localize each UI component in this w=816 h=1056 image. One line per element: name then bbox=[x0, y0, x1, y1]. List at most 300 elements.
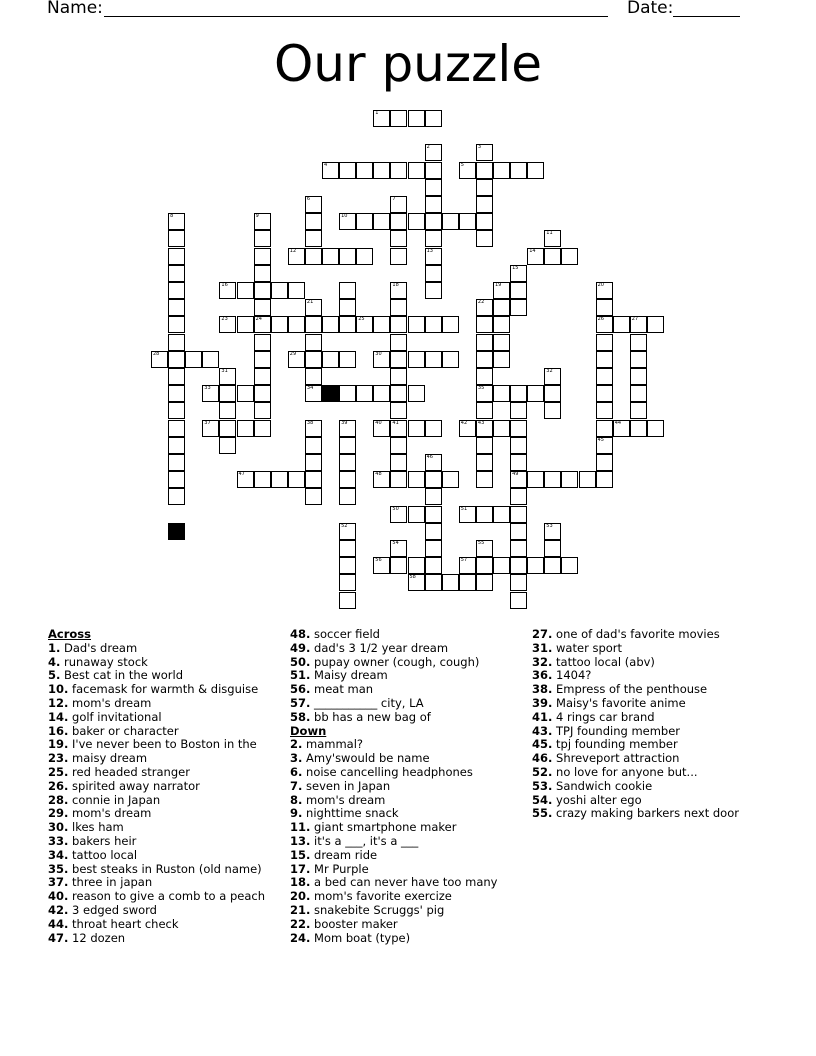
crossword-cell[interactable] bbox=[425, 110, 442, 127]
crossword-cell[interactable] bbox=[425, 196, 442, 213]
crossword-cell[interactable] bbox=[390, 110, 407, 127]
crossword-cell[interactable] bbox=[390, 420, 407, 437]
crossword-cell[interactable] bbox=[630, 316, 647, 333]
crossword-cell[interactable] bbox=[630, 368, 647, 385]
crossword-cell[interactable] bbox=[390, 471, 407, 488]
crossword-cell[interactable] bbox=[425, 471, 442, 488]
clue-number: 49 bbox=[512, 471, 519, 478]
crossword-cell[interactable] bbox=[202, 420, 219, 437]
crossword-cell[interactable] bbox=[168, 437, 185, 454]
crossword-cell[interactable] bbox=[237, 316, 254, 333]
crossword-cell[interactable] bbox=[288, 471, 305, 488]
crossword-cell[interactable] bbox=[390, 213, 407, 230]
crossword-cell[interactable] bbox=[254, 334, 271, 351]
crossword-cell[interactable] bbox=[168, 282, 185, 299]
crossword-cell[interactable] bbox=[425, 248, 442, 265]
crossword-cell[interactable] bbox=[322, 351, 339, 368]
across-clue bbox=[48, 807, 265, 821]
crossword-cell[interactable] bbox=[168, 265, 185, 282]
crossword-cell[interactable] bbox=[510, 162, 527, 179]
crossword-cell[interactable] bbox=[476, 144, 493, 161]
crossword-cell[interactable] bbox=[219, 402, 236, 419]
crossword-cell[interactable] bbox=[596, 282, 613, 299]
crossword-cell[interactable] bbox=[339, 454, 356, 471]
crossword-cell[interactable] bbox=[254, 385, 271, 402]
crossword-cell[interactable] bbox=[185, 351, 202, 368]
crossword-cell[interactable] bbox=[254, 282, 271, 299]
crossword-cell[interactable] bbox=[544, 385, 561, 402]
clue-number: 24 bbox=[255, 316, 262, 323]
crossword-cell[interactable] bbox=[493, 420, 510, 437]
clue-text: no love for anyone but... bbox=[556, 764, 698, 779]
crossword-cell[interactable] bbox=[356, 213, 373, 230]
crossword-cell[interactable] bbox=[596, 471, 613, 488]
across-clue bbox=[48, 932, 265, 946]
crossword-cell[interactable] bbox=[339, 488, 356, 505]
clue-number: 34 bbox=[306, 385, 314, 392]
crossword-cell[interactable] bbox=[339, 420, 356, 437]
crossword-cell[interactable] bbox=[168, 471, 185, 488]
crossword-cell[interactable] bbox=[476, 351, 493, 368]
crossword-cell[interactable] bbox=[288, 248, 305, 265]
clue-text: nighttime snack bbox=[306, 806, 399, 821]
down-clue bbox=[532, 807, 739, 821]
crossword-cell[interactable] bbox=[527, 248, 544, 265]
crossword-cell[interactable] bbox=[493, 351, 510, 368]
crossword-cell[interactable] bbox=[527, 471, 544, 488]
crossword-cell[interactable] bbox=[510, 506, 527, 523]
crossword-cell[interactable] bbox=[544, 540, 561, 557]
crossword-cell[interactable] bbox=[168, 385, 185, 402]
crossword-cell[interactable] bbox=[630, 351, 647, 368]
crossword-cell[interactable] bbox=[305, 299, 322, 316]
crossword-cell[interactable] bbox=[254, 471, 271, 488]
crossword-cell[interactable] bbox=[596, 351, 613, 368]
crossword-cell[interactable] bbox=[254, 351, 271, 368]
crossword-cell[interactable] bbox=[493, 162, 510, 179]
crossword-cell[interactable] bbox=[339, 592, 356, 609]
crossword-cell[interactable] bbox=[476, 299, 493, 316]
crossword-cell[interactable] bbox=[476, 471, 493, 488]
crossword-cell[interactable] bbox=[442, 213, 459, 230]
crossword-cell[interactable] bbox=[339, 351, 356, 368]
crossword-cell[interactable] bbox=[339, 437, 356, 454]
crossword-cell[interactable] bbox=[630, 402, 647, 419]
crossword-cell[interactable] bbox=[390, 506, 407, 523]
clue-num: 41. bbox=[532, 709, 553, 724]
crossword-cell[interactable] bbox=[356, 248, 373, 265]
crossword-cell[interactable] bbox=[476, 402, 493, 419]
crossword-cell[interactable] bbox=[459, 574, 476, 591]
crossword-cell[interactable] bbox=[459, 420, 476, 437]
clue-text: noise cancelling headphones bbox=[306, 764, 473, 779]
across-clue bbox=[48, 683, 265, 697]
crossword-cell[interactable] bbox=[425, 506, 442, 523]
crossword-cell[interactable] bbox=[459, 506, 476, 523]
clue-number: 10 bbox=[341, 213, 348, 220]
crossword-cell[interactable] bbox=[254, 299, 271, 316]
crossword-cell[interactable] bbox=[339, 557, 356, 574]
crossword-cell[interactable] bbox=[425, 454, 442, 471]
crossword-cell[interactable] bbox=[168, 402, 185, 419]
crossword-cell[interactable] bbox=[561, 471, 578, 488]
crossword-cell[interactable] bbox=[476, 454, 493, 471]
crossword-cell[interactable] bbox=[168, 351, 185, 368]
crossword-cell[interactable] bbox=[613, 420, 630, 437]
crossword-cell[interactable] bbox=[596, 420, 613, 437]
crossword-cell[interactable] bbox=[168, 316, 185, 333]
crossword-cell[interactable] bbox=[596, 454, 613, 471]
crossword-cell[interactable] bbox=[510, 437, 527, 454]
crossword-cell[interactable] bbox=[390, 248, 407, 265]
crossword-cell[interactable] bbox=[339, 299, 356, 316]
crossword-cell[interactable] bbox=[339, 162, 356, 179]
crossword-cell[interactable] bbox=[493, 334, 510, 351]
crossword-cell[interactable] bbox=[339, 385, 356, 402]
crossword-cell[interactable] bbox=[305, 196, 322, 213]
clue-number: 6 bbox=[306, 196, 311, 202]
crossword-cell[interactable] bbox=[219, 282, 236, 299]
crossword-cell[interactable] bbox=[493, 557, 510, 574]
crossword-cell[interactable] bbox=[339, 574, 356, 591]
clue-number: 14 bbox=[529, 247, 536, 254]
crossword-cell[interactable] bbox=[425, 230, 442, 247]
crossword-cell[interactable] bbox=[254, 402, 271, 419]
crossword-cell[interactable] bbox=[271, 471, 288, 488]
crossword-cell[interactable] bbox=[339, 316, 356, 333]
down-clue bbox=[290, 863, 497, 877]
crossword-cell[interactable] bbox=[288, 351, 305, 368]
crossword-cell[interactable] bbox=[408, 420, 425, 437]
crossword-cell[interactable] bbox=[356, 316, 373, 333]
crossword-cell[interactable] bbox=[408, 162, 425, 179]
crossword-cell[interactable] bbox=[647, 420, 664, 437]
crossword-cell[interactable] bbox=[476, 162, 493, 179]
crossword-cell[interactable] bbox=[305, 230, 322, 247]
crossword-cell[interactable] bbox=[305, 368, 322, 385]
crossword-cell[interactable] bbox=[476, 540, 493, 557]
crossword-cell[interactable] bbox=[271, 316, 288, 333]
crossword-cell[interactable] bbox=[339, 540, 356, 557]
crossword-cell[interactable] bbox=[339, 213, 356, 230]
crossword-cell[interactable] bbox=[493, 506, 510, 523]
crossword-cell[interactable] bbox=[510, 523, 527, 540]
crossword-cell[interactable] bbox=[510, 454, 527, 471]
crossword-cell[interactable] bbox=[237, 471, 254, 488]
down-clue bbox=[290, 738, 497, 752]
crossword-cell[interactable] bbox=[356, 385, 373, 402]
across-clue bbox=[48, 725, 265, 739]
crossword-cell[interactable] bbox=[596, 299, 613, 316]
crossword-cell[interactable] bbox=[596, 402, 613, 419]
crossword-cell[interactable] bbox=[390, 540, 407, 557]
crossword-cell[interactable] bbox=[168, 334, 185, 351]
crossword-cell[interactable] bbox=[476, 230, 493, 247]
crossword-cell[interactable] bbox=[168, 368, 185, 385]
crossword-cell[interactable] bbox=[596, 316, 613, 333]
crossword-cell[interactable] bbox=[596, 368, 613, 385]
crossword-cell[interactable] bbox=[305, 420, 322, 437]
crossword-cell[interactable] bbox=[408, 506, 425, 523]
crossword-cell[interactable] bbox=[425, 213, 442, 230]
crossword-cell[interactable] bbox=[305, 334, 322, 351]
crossword-cell[interactable] bbox=[305, 437, 322, 454]
crossword-cell[interactable] bbox=[322, 162, 339, 179]
crossword-cell[interactable] bbox=[168, 299, 185, 316]
crossword-cell[interactable] bbox=[579, 471, 596, 488]
crossword-cell[interactable] bbox=[373, 471, 390, 488]
crossword-cell[interactable] bbox=[425, 540, 442, 557]
clue-text: tattoo local (abv) bbox=[556, 654, 655, 669]
clue-number: 18 bbox=[392, 282, 399, 288]
crossword-cell[interactable] bbox=[168, 248, 185, 265]
clue-text: throat heart check bbox=[72, 916, 179, 931]
crossword-cell[interactable] bbox=[305, 351, 322, 368]
crossword-cell[interactable] bbox=[305, 213, 322, 230]
down-clue bbox=[290, 918, 497, 932]
clue-number: 57 bbox=[460, 557, 468, 564]
crossword-cell[interactable] bbox=[544, 402, 561, 419]
crossword-cell[interactable] bbox=[510, 488, 527, 505]
crossword-cell[interactable] bbox=[408, 574, 425, 591]
crossword-cell[interactable] bbox=[476, 368, 493, 385]
crossword-cell[interactable] bbox=[408, 385, 425, 402]
crossword-cell[interactable] bbox=[288, 282, 305, 299]
crossword-cell[interactable] bbox=[219, 385, 236, 402]
crossword-cell[interactable] bbox=[476, 385, 493, 402]
crossword-cell[interactable] bbox=[613, 316, 630, 333]
crossword-cell[interactable] bbox=[425, 420, 442, 437]
crossword-cell[interactable] bbox=[510, 471, 527, 488]
crossword-cell[interactable] bbox=[305, 488, 322, 505]
crossword-cell[interactable] bbox=[373, 351, 390, 368]
crossword-cell[interactable] bbox=[476, 506, 493, 523]
crossword-cell[interactable] bbox=[408, 213, 425, 230]
crossword-cell[interactable] bbox=[442, 471, 459, 488]
crossword-cell[interactable] bbox=[510, 574, 527, 591]
across-clue bbox=[48, 918, 265, 932]
crossword-cell[interactable] bbox=[237, 282, 254, 299]
crossword-cell[interactable] bbox=[630, 420, 647, 437]
crossword-cell[interactable] bbox=[305, 471, 322, 488]
crossword-cell[interactable] bbox=[254, 265, 271, 282]
clue-number: 46 bbox=[426, 454, 433, 460]
crossword-cell[interactable] bbox=[151, 351, 168, 368]
crossword-cell[interactable] bbox=[442, 574, 459, 591]
crossword-cell[interactable] bbox=[390, 557, 407, 574]
crossword-cell[interactable] bbox=[408, 557, 425, 574]
crossword-cell[interactable] bbox=[425, 488, 442, 505]
crossword-cell[interactable] bbox=[425, 144, 442, 161]
crossword-cell[interactable] bbox=[373, 316, 390, 333]
crossword-cell[interactable] bbox=[476, 334, 493, 351]
crossword-cell[interactable] bbox=[168, 454, 185, 471]
crossword-cell[interactable] bbox=[493, 385, 510, 402]
crossword-cell[interactable] bbox=[356, 162, 373, 179]
crossword-cell[interactable] bbox=[425, 265, 442, 282]
crossword-cell[interactable] bbox=[459, 162, 476, 179]
crossword-cell[interactable] bbox=[219, 437, 236, 454]
across-clue bbox=[290, 669, 497, 683]
crossword-cell[interactable] bbox=[305, 316, 322, 333]
crossword-cell[interactable] bbox=[390, 351, 407, 368]
crossword-cell[interactable] bbox=[168, 488, 185, 505]
crossword-cell[interactable] bbox=[527, 557, 544, 574]
crossword-cell[interactable] bbox=[237, 420, 254, 437]
crossword-cell[interactable] bbox=[544, 248, 561, 265]
crossword-cell[interactable] bbox=[510, 299, 527, 316]
crossword-cell[interactable] bbox=[390, 334, 407, 351]
down-clue bbox=[532, 766, 739, 780]
crossword-cell[interactable] bbox=[510, 592, 527, 609]
clue-num: 7. bbox=[290, 778, 303, 793]
crossword-cell[interactable] bbox=[493, 299, 510, 316]
crossword-cell[interactable] bbox=[425, 316, 442, 333]
clue-num: 11. bbox=[290, 820, 311, 835]
crossword-cell[interactable] bbox=[510, 402, 527, 419]
clue-num: 30. bbox=[48, 820, 69, 835]
crossword-cell[interactable] bbox=[288, 316, 305, 333]
crossword-cell[interactable] bbox=[390, 368, 407, 385]
crossword-cell[interactable] bbox=[510, 265, 527, 282]
clue-text: Amy'swould be name bbox=[306, 751, 430, 766]
crossword-cell[interactable] bbox=[390, 162, 407, 179]
crossword-cell[interactable] bbox=[561, 557, 578, 574]
crossword-cell[interactable] bbox=[493, 282, 510, 299]
crossword-cell[interactable] bbox=[373, 385, 390, 402]
crossword-cell[interactable] bbox=[219, 420, 236, 437]
crossword-cell[interactable] bbox=[305, 248, 322, 265]
crossword-cell[interactable] bbox=[510, 420, 527, 437]
crossword-cell[interactable] bbox=[425, 351, 442, 368]
crossword-cell[interactable] bbox=[390, 454, 407, 471]
crossword-cell[interactable] bbox=[510, 540, 527, 557]
crossword-cell[interactable] bbox=[425, 523, 442, 540]
crossword-cell[interactable] bbox=[339, 471, 356, 488]
crossword-cell[interactable] bbox=[527, 385, 544, 402]
clue-text: mom's dream bbox=[72, 806, 152, 821]
crossword-cell[interactable] bbox=[322, 316, 339, 333]
crossword-cell[interactable] bbox=[408, 471, 425, 488]
crossword-cell[interactable] bbox=[561, 248, 578, 265]
crossword-cell[interactable] bbox=[390, 402, 407, 419]
crossword-cell[interactable] bbox=[476, 437, 493, 454]
crossword-cell[interactable] bbox=[544, 557, 561, 574]
crossword-cell[interactable] bbox=[305, 454, 322, 471]
crossword-cell[interactable] bbox=[527, 162, 544, 179]
crossword-cell[interactable] bbox=[254, 213, 271, 230]
crossword-cell[interactable] bbox=[168, 213, 185, 230]
clue-number: 55 bbox=[477, 540, 485, 546]
crossword-cell[interactable] bbox=[442, 316, 459, 333]
crossword-cell[interactable] bbox=[390, 299, 407, 316]
crossword-cell[interactable] bbox=[408, 110, 425, 127]
crossword-cell[interactable] bbox=[476, 196, 493, 213]
crossword-cell[interactable] bbox=[596, 437, 613, 454]
crossword-cell[interactable] bbox=[630, 334, 647, 351]
clue-number: 21 bbox=[306, 299, 314, 306]
crossword-cell[interactable] bbox=[425, 557, 442, 574]
crossword-cell[interactable] bbox=[254, 230, 271, 247]
crossword-cell[interactable] bbox=[425, 162, 442, 179]
crossword-cell[interactable] bbox=[476, 179, 493, 196]
crossword-cell[interactable] bbox=[322, 248, 339, 265]
crossword-cell[interactable] bbox=[390, 316, 407, 333]
crossword-cell[interactable] bbox=[459, 557, 476, 574]
crossword-cell[interactable] bbox=[237, 385, 254, 402]
crossword-cell[interactable] bbox=[390, 385, 407, 402]
crossword-cell[interactable] bbox=[647, 316, 664, 333]
crossword-cell[interactable] bbox=[493, 316, 510, 333]
crossword-cell[interactable] bbox=[390, 196, 407, 213]
clue-text: Empress of the penthouse bbox=[556, 682, 708, 697]
crossword-cell[interactable] bbox=[476, 557, 493, 574]
crossword-cell[interactable] bbox=[459, 213, 476, 230]
crossword-cell[interactable] bbox=[254, 316, 271, 333]
crossword-cell[interactable] bbox=[630, 385, 647, 402]
crossword-cell[interactable] bbox=[373, 213, 390, 230]
crossword-cell[interactable] bbox=[373, 557, 390, 574]
crossword-cell[interactable] bbox=[476, 316, 493, 333]
crossword-cell[interactable] bbox=[339, 523, 356, 540]
crossword-cell[interactable] bbox=[305, 385, 322, 402]
crossword-cell[interactable] bbox=[425, 179, 442, 196]
crossword-cell[interactable] bbox=[476, 574, 493, 591]
crossword-cell[interactable] bbox=[373, 162, 390, 179]
crossword-cell[interactable] bbox=[202, 385, 219, 402]
crossword-cell[interactable] bbox=[476, 420, 493, 437]
crossword-cell[interactable] bbox=[219, 368, 236, 385]
crossword-cell[interactable] bbox=[168, 420, 185, 437]
down-clue bbox=[532, 738, 739, 752]
clue-num: 31. bbox=[532, 640, 553, 655]
crossword-cell[interactable] bbox=[408, 351, 425, 368]
crossword-cell[interactable] bbox=[442, 351, 459, 368]
crossword-cell[interactable] bbox=[254, 248, 271, 265]
crossword-cell[interactable] bbox=[510, 385, 527, 402]
crossword-cell[interactable] bbox=[544, 471, 561, 488]
crossword-cell[interactable] bbox=[425, 282, 442, 299]
crossword-cell[interactable] bbox=[373, 420, 390, 437]
crossword-cell[interactable] bbox=[510, 282, 527, 299]
crossword-cell[interactable] bbox=[596, 334, 613, 351]
crossword-cell[interactable] bbox=[425, 574, 442, 591]
crossword-cell[interactable] bbox=[408, 316, 425, 333]
crossword-cell[interactable] bbox=[202, 351, 219, 368]
crossword-cell[interactable] bbox=[510, 557, 527, 574]
crossword-cell[interactable] bbox=[373, 110, 390, 127]
crossword-cell[interactable] bbox=[596, 385, 613, 402]
crossword-cell[interactable] bbox=[271, 282, 288, 299]
crossword-cell[interactable] bbox=[219, 316, 236, 333]
clue-num: 36. bbox=[532, 668, 553, 683]
clue-num: 25. bbox=[48, 764, 69, 779]
clue-number: 37 bbox=[204, 419, 211, 426]
crossword-cell[interactable] bbox=[254, 368, 271, 385]
crossword-cell[interactable] bbox=[390, 230, 407, 247]
crossword-cell[interactable] bbox=[476, 213, 493, 230]
crossword-cell[interactable] bbox=[339, 248, 356, 265]
crossword-cell[interactable] bbox=[390, 282, 407, 299]
crossword-cell[interactable] bbox=[390, 437, 407, 454]
clue-number: 52 bbox=[341, 522, 348, 529]
crossword-cell[interactable] bbox=[544, 230, 561, 247]
crossword-cell[interactable] bbox=[168, 230, 185, 247]
crossword-cell[interactable] bbox=[544, 368, 561, 385]
crossword-cell[interactable] bbox=[254, 420, 271, 437]
crossword-cell[interactable] bbox=[339, 282, 356, 299]
crossword-cell[interactable] bbox=[544, 523, 561, 540]
